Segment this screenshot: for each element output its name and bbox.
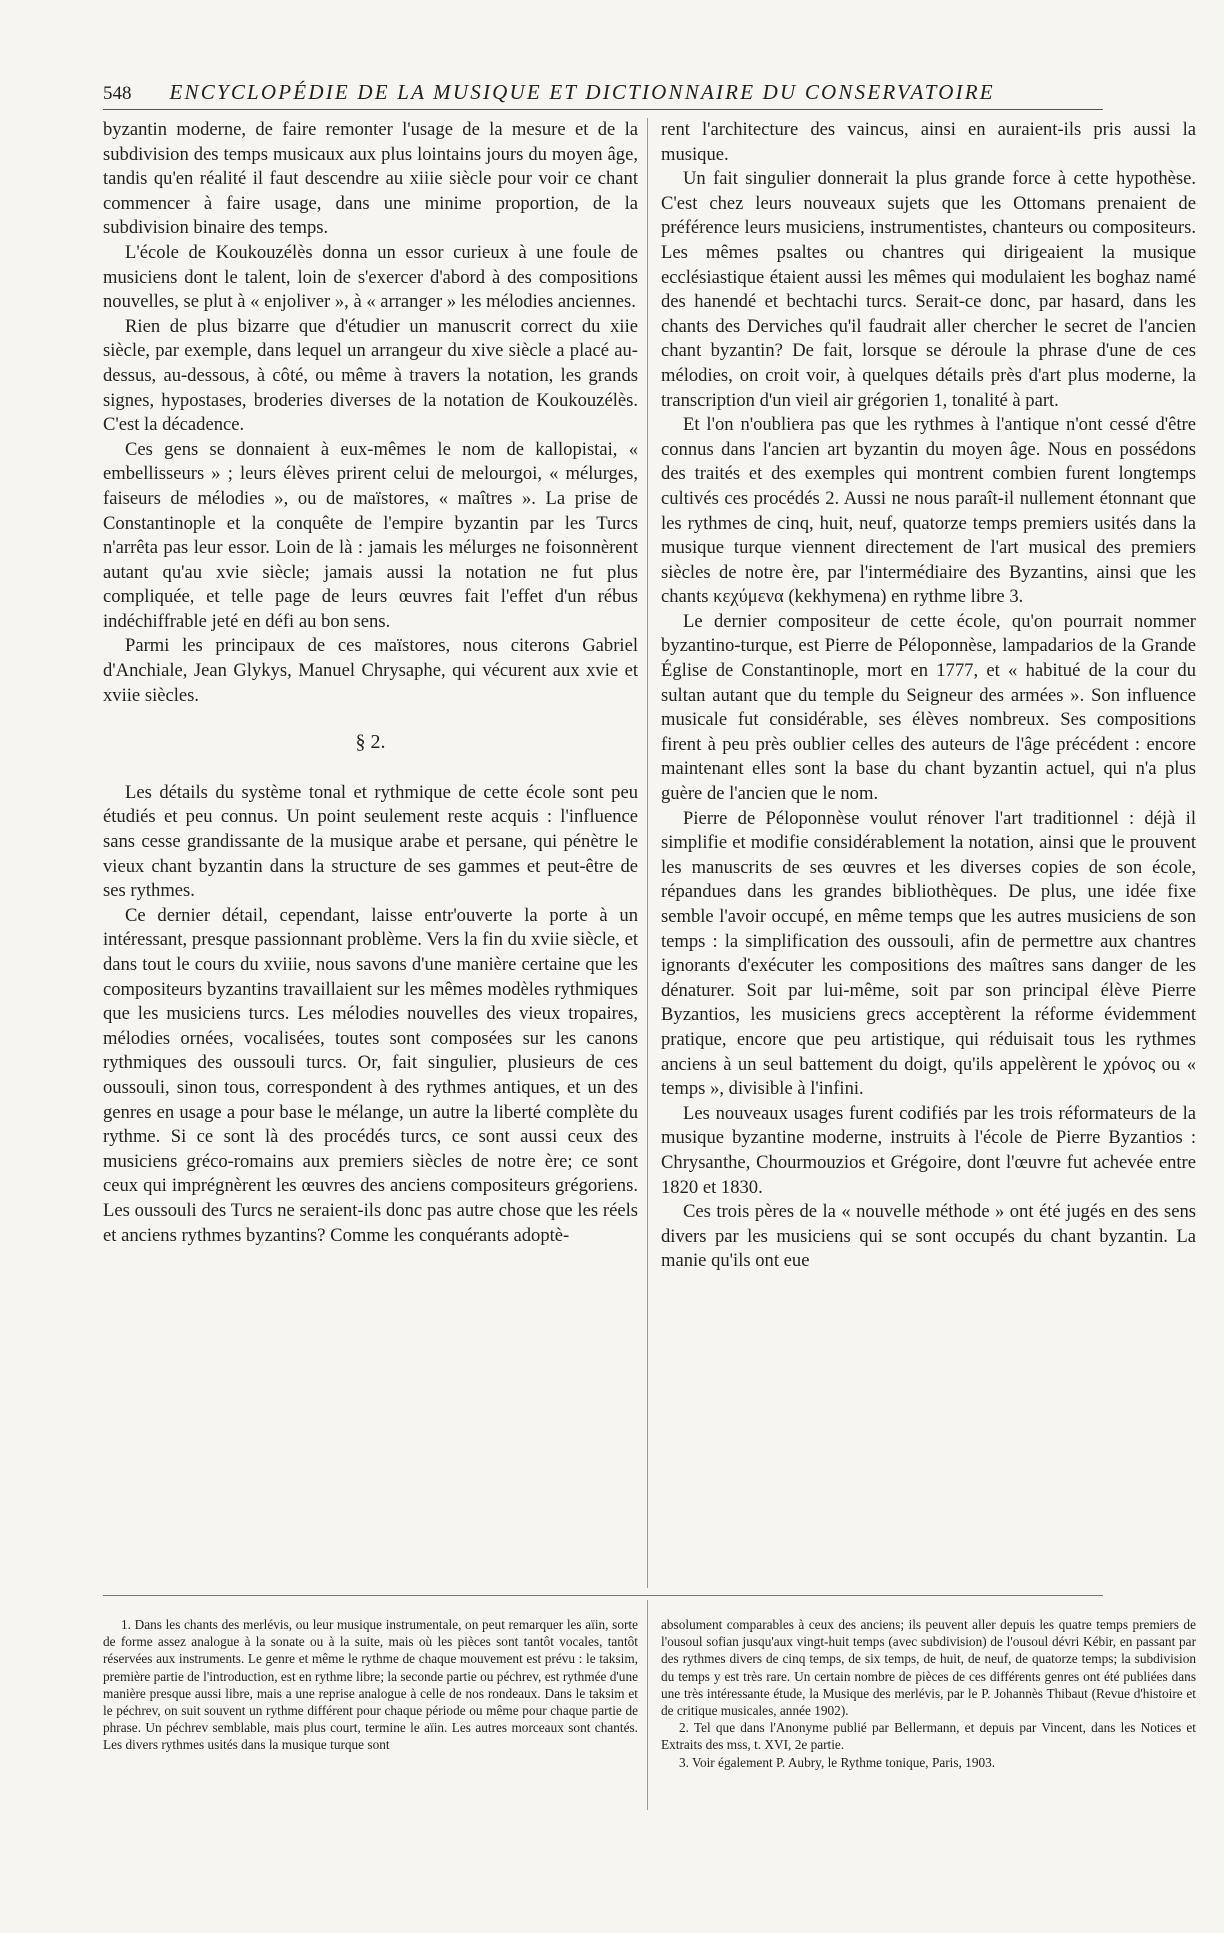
footnote-column-divider	[647, 1600, 648, 1810]
paragraph: rent l'architecture des vaincus, ainsi en auraient-ils pris aussi la musique.	[661, 119, 1196, 165]
paragraph: Les détails du système tonal et rythmique de cette école sont peu étudiés et peu connus. Un point seulement reste acquis : l'influence sans cesse grandissante de la musique arabe et persane, qui pénètre le vieux chant byzantin dans la structure de ses gammes et peut-être de ses rythmes.	[103, 781, 638, 902]
paragraph: Ces gens se donnaient à eux-mêmes le nom de kallopistai, « embellisseurs » ; leurs élèves prirent celui de melourgoi, « mélurges, faiseurs de mélodies », ou de maïstores, « maîtres ». La prise de Constantinople et la conquête de l'empire byzantin par les Turcs n'arrêta pas leur essor. Loin de là : jamais les mélurges ne foisonnèrent autant qu'au xvie siècle; jamais aussi la notation ne fut plus compliquée, et telle page de leurs œuvres fait l'effet d'un rébus indéchiffrable jeté en défi au bon sens.	[103, 438, 638, 632]
footnote: absolument comparables à ceux des anciens; ils peuvent aller depuis les quatre temps premiers de l'ousoul sofian jusqu'aux vingt-huit temps (avec subdivision) de l'ousoul dévri Kébir, en passant par des rythmes divers de cinq temps, de six temps, de huit, de neuf, de quatorze temps; la subdivision du temps y est très rare. Un certain nombre de pièces de ces différents genres ont été publiées dans une très intéressante étude, la Musique des merlévis, par le P. Johannès Thibaut (Revue d'histoire et de critique musicales, année 1902).	[661, 1617, 1196, 1719]
page-number: 548	[103, 83, 132, 104]
footnote: 1. Dans les chants des merlévis, ou leur musique instrumentale, on peut remarquer les aïin, sorte de forme assez analogue à la sonate ou à la suite, mais où les pièces sont tantôt vocales, tantôt réservées aux instruments. Le genre et même le rythme de chaque mouvement est prévu : le taksim, première partie de l'introduction, est en rythme libre; la seconde partie ou péchrev, est rythmée d'une manière presque aussi libre, mais a une reprise analogue à celle de nos rondeaux. Dans le taksim et le péchrev, on suit souvent un rythme différent pour chaque période ou même pour chaque partie de phrase. Un péchrev semblable, mais plus court, termine le aïin. Les autres morceaux sont chantés. Les divers rythmes usités dans la musique turque sont	[103, 1617, 638, 1753]
paragraph: Le dernier compositeur de cette école, qu'on pourrait nommer byzantino-turque, est Pierre de Péloponnèse, lampadarios de la Grande Église de Constantinople, mort en 1777, et « habitué de la cour du sultan autant que du temple du Seigneur des armées ». Son influence musicale fut considérable, ses élèves nombreux. Ses compositions firent à peu près oublier celles des auteurs de l'âge précédent : encore maintenant elles sont la base du chant byzantin actuel, qui n'a plus guère de l'ancien que le nom.	[661, 610, 1196, 805]
section-heading: § 2.	[355, 731, 386, 754]
paragraph: Ces trois pères de la « nouvelle méthode » ont été jugés en des sens divers par les musiciens qui se sont occupés du chant byzantin. La manie qu'ils ont eue	[661, 1201, 1196, 1272]
footnote-rule	[103, 1595, 1103, 1596]
paragraph: L'école de Koukouzélès donna un essor curieux à une foule de musiciens dont le talent, loin de s'exercer d'abord à des compositions nouvelles, se plut à « enjoliver », à « arranger » les mélodies anciennes.	[103, 241, 638, 313]
paragraph: Les nouveaux usages furent codifiés par les trois réformateurs de la musique byzantine moderne, instruits à l'école de Pierre Byzantios : Chrysanthe, Chourmouzios et Grégoire, dont l'œuvre fut achevée entre 1820 et 1830.	[661, 1102, 1196, 1198]
header-rule	[103, 109, 1103, 110]
column-divider	[647, 118, 648, 1588]
footnote: 3. Voir également P. Aubry, le Rythme tonique, Paris, 1903.	[679, 1754, 996, 1770]
paragraph: byzantin moderne, de faire remonter l'usage de la mesure et de la subdivision des temps musicaux aux plus lointains jours du moyen âge, tandis qu'en réalité il faut descendre au xiiie siècle pour voir ce chant commencer à faire usage, dans une minime proportion, de la subdivision binaire des temps.	[103, 119, 638, 239]
paragraph: Ce dernier détail, cependant, laisse entr'ouverte la porte à un intéressant, presque passionnant problème. Vers la fin du xviie siècle, et dans tout le cours du xviiie, nous savons d'une manière certaine que les compositeurs byzantins travaillaient sur les mêmes modèles rythmiques que les musiciens turcs. Les mélodies nouvelles des vieux tropaires, mélodies ornées, vocalisées, toutes sont composées sur les canons rythmiques des oussouli turcs. Or, fait singulier, plusieurs de ces oussouli, sinon tous, correspondent à des rythmes antiques, et un des genres en usage a pour base le mélange, un autre la liberté complète du rythme. Si ce sont là des procédés turcs, ce sont aussi ceux des musiciens gréco-romains aux premiers siècles de notre ère; ce sont ceux qui imprégnèrent les œuvres des anciens compositeurs grégoriens. Les oussouli des Turcs ne seraient-ils donc pas autre chose que les réels et anciens rythmes byzantins? Comme les conquérants adoptè-	[103, 904, 638, 1246]
left-column	[103, 118, 638, 1248]
page-header	[103, 80, 1103, 106]
paragraph: Et l'on n'oubliera pas que les rythmes à l'antique n'ont cessé d'être connus dans l'ancien art byzantin du moyen âge. Nous en possédons des traités et des exemples qui montrent combien furent longtemps cultivés ces procédés 2. Aussi ne nous paraît-il nullement étonnant que les rythmes de cinq, huit, neuf, quatorze temps premiers usités dans la musique turque viennent directement de l'art musical des premiers siècles de notre ère, par l'intermédiaire des Byzantins, ainsi que les chants κεχύμενα (kekhymena) en rythme libre 3.	[661, 414, 1196, 608]
footnotes-left	[103, 1616, 638, 1754]
footnote: 2. Tel que dans l'Anonyme publié par Bellermann, et depuis par Vincent, dans les Notices et Extraits des mss, t. XVI, 2e partie.	[661, 1720, 1196, 1753]
footnotes-right	[661, 1616, 1196, 1771]
paragraph: Parmi les principaux de ces maïstores, nous citerons Gabriel d'Anchiale, Jean Glykys, Manuel Chrysaphe, qui vécurent aux xvie et xviie siècles.	[103, 635, 638, 706]
paragraph: Un fait singulier donnerait la plus grande force à cette hypothèse. C'est chez leurs nouveaux sujets que les Ottomans prenaient de préférence leurs musiciens, instrumentistes, chanteurs ou compositeurs. Les mêmes psaltes ou chantres qui dirigeaient la musique ecclésiastique étaient aussi les mêmes qui modulaient les boghaz namé des hanendé et bechtachi turcs. Serait-ce donc, par hasard, dans les chants des Derviches qu'il faudrait aller chercher le secret de l'ancien chant byzantin? De fait, lorsque se déroule la phrase d'une de ces mélodies, on croit voir, à quelques détails près d'art plus moderne, la transcription d'un vieil air grégorien 1, tonalité à part.	[661, 168, 1196, 411]
paragraph: Pierre de Péloponnèse voulut rénover l'art traditionnel : déjà il simplifie et modifie considérablement la notation, ainsi que le prouvent les manuscrits de ses œuvres et les diverses copies de son école, répandues dans les grandes bibliothèques. De plus, une idée fixe semble l'avoir occupé, en même temps que les autres musiciens de son temps : la simplification des oussouli, afin de permettre aux chantres ignorants d'exécuter les compositions des maîtres sans danger de les dénaturer. Soit par lui-même, soit par son principal élève Pierre Byzantios, les musiciens grecs acceptèrent la réforme évidemment pratique, encore que peu artistique, qui réduisait tous les rythmes anciens à un seul battement du doigt, qu'ils appelèrent le χρόνος ou « temps », divisible à l'infini.	[661, 807, 1196, 1100]
paragraph: Rien de plus bizarre que d'étudier un manuscrit correct du xiie siècle, par exemple, dans lequel un arrangeur du xive siècle a placé au-dessus, au-dessous, à côté, ou même à travers la notation, les grands signes, hypostases, broderies diverses de la notation de Koukouzélès. C'est la décadence.	[103, 315, 638, 436]
right-column	[661, 118, 1196, 1274]
running-title: ENCYCLOPÉDIE DE LA MUSIQUE ET DICTIONNAIRE DU CONSERVATOIRE	[169, 80, 995, 104]
